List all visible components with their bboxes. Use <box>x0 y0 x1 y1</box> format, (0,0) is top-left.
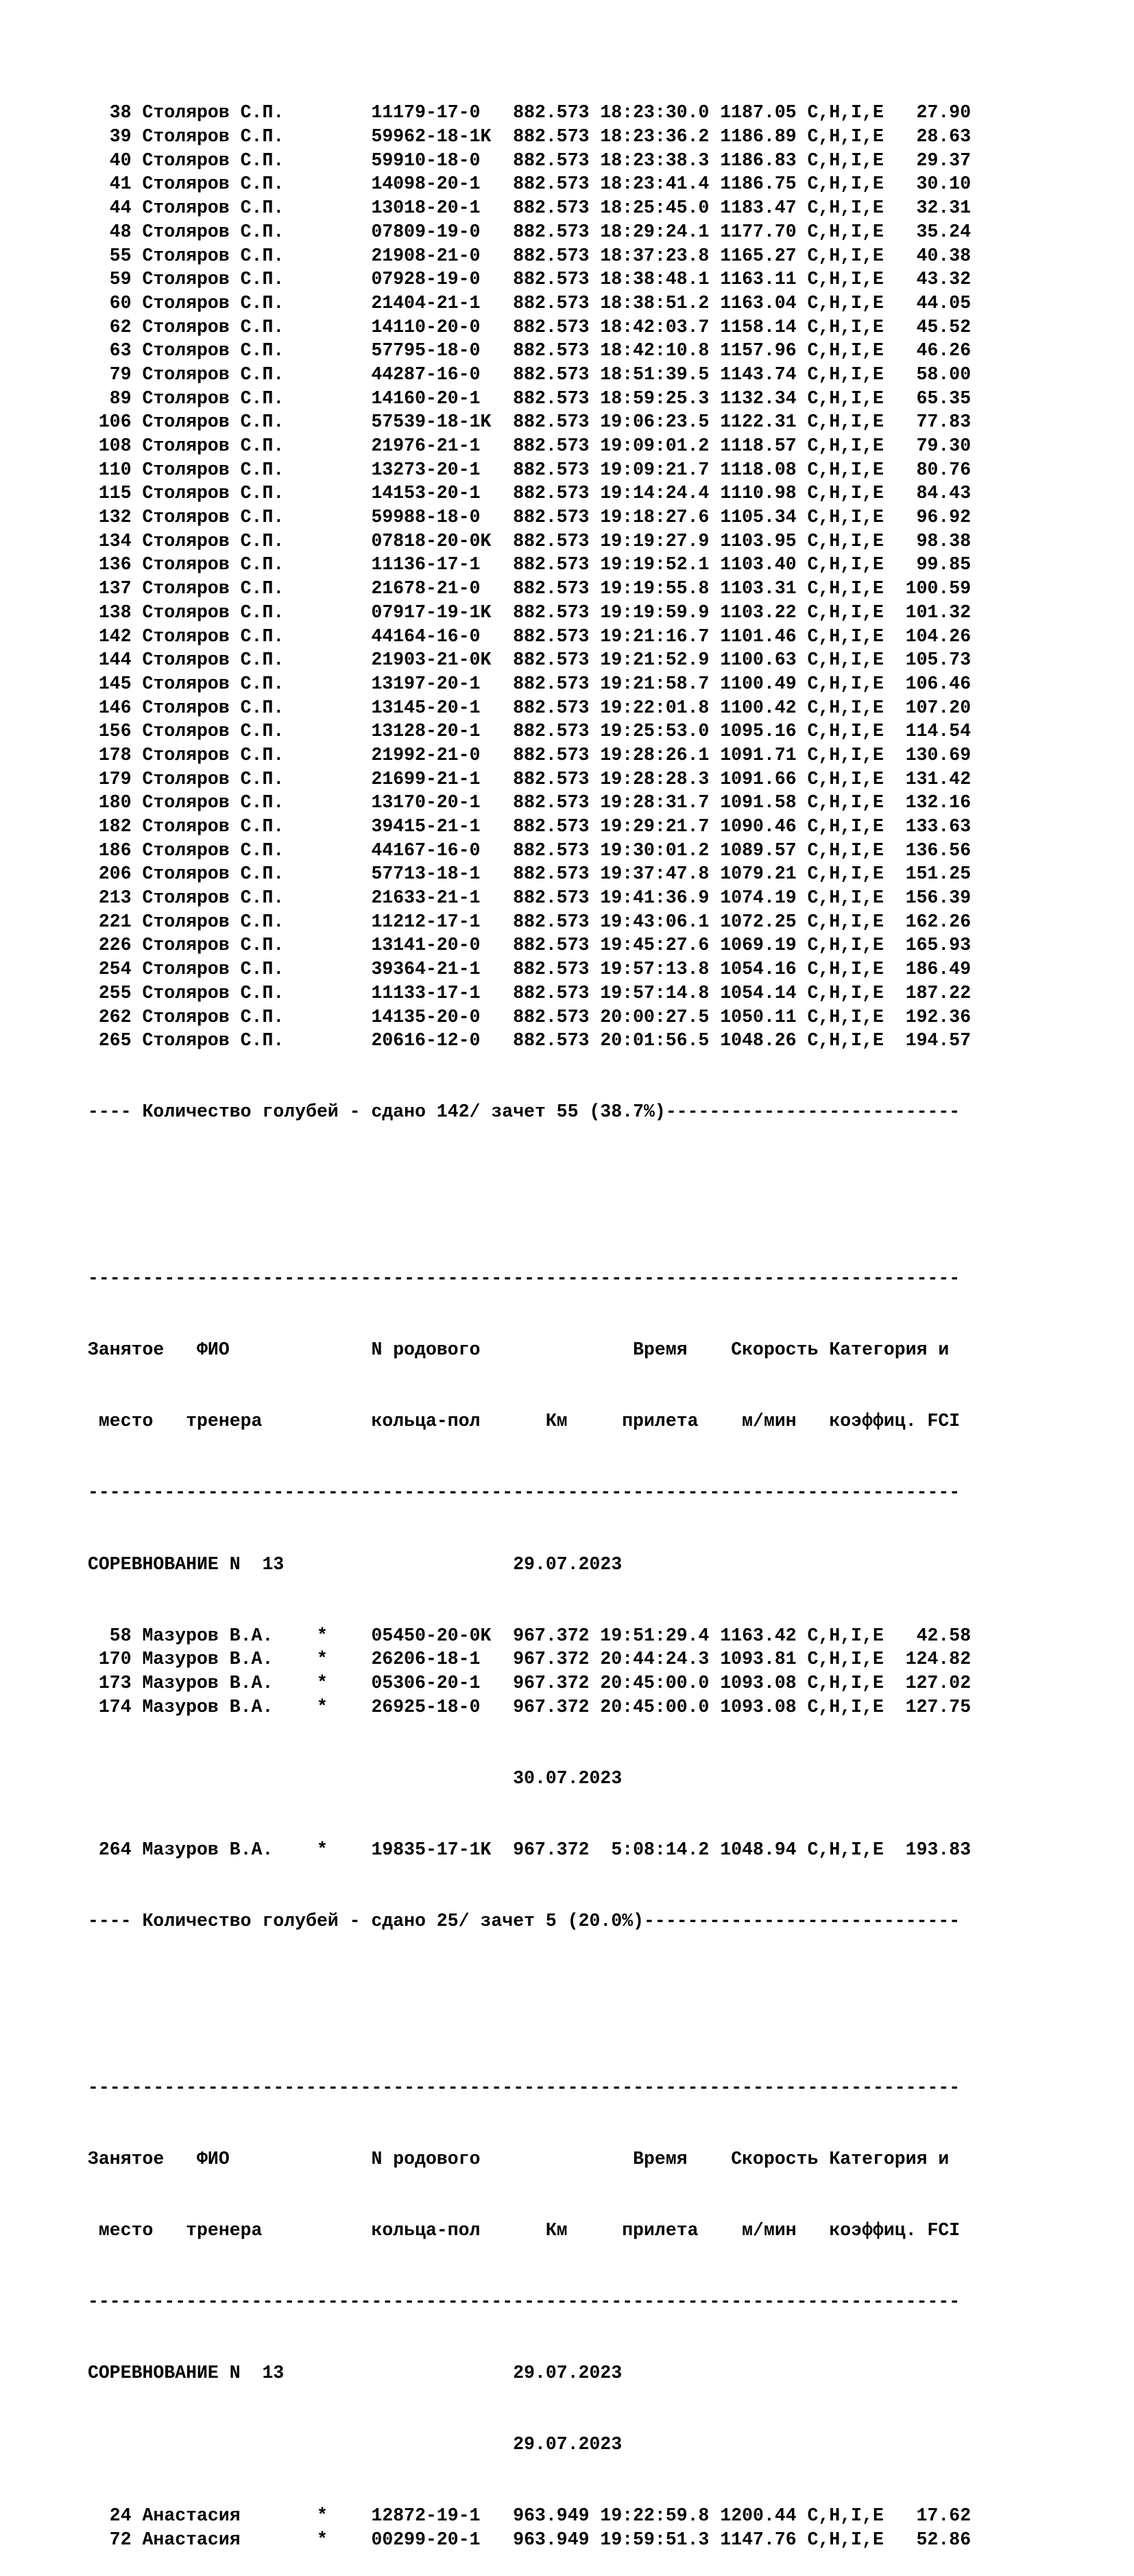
result-row: 55 Столяров С.П. 21908-21-0 882.573 18:37:23.8 1165.27 C,H,I,E 40.38 <box>88 245 972 266</box>
result-row: 58 Мазуров В.А. * 05450-20-0K 967.372 19:51:29.4 1163.42 C,H,I,E 42.58 <box>88 1625 972 1646</box>
result-row: 206 Столяров С.П. 57713-18-1 882.573 19:37:47.8 1079.21 C,H,I,E 151.25 <box>88 863 972 885</box>
result-row: 79 Столяров С.П. 44287-16-0 882.573 18:51:39.5 1143.74 C,H,I,E 58.00 <box>88 363 972 385</box>
result-row: 48 Столяров С.П. 07809-19-0 882.573 18:29:24.1 1177.70 C,H,I,E 35.24 <box>88 221 972 242</box>
section2-results-next-day <box>88 1838 971 1862</box>
result-row: 44 Столяров С.П. 13018-20-1 882.573 18:25:45.0 1183.47 C,H,I,E 32.31 <box>88 198 972 219</box>
result-row: 115 Столяров С.П. 14153-20-1 882.573 19:14:24.4 1110.98 C,H,I,E 84.43 <box>88 483 972 504</box>
result-row: 134 Столяров С.П. 07818-20-0K 882.573 19:19:27.9 1103.95 C,H,I,E 98.38 <box>88 530 972 551</box>
result-row: 62 Столяров С.П. 14110-20-0 882.573 18:42:03.7 1158.14 C,H,I,E 45.52 <box>88 316 972 337</box>
result-row: 142 Столяров С.П. 44164-16-0 882.573 19:21:16.7 1101.46 C,H,I,E 104.26 <box>88 625 972 647</box>
section3-header-line2: место тренера кольца-пол Км прилета м/мин коэффиц. FCI <box>88 2220 961 2241</box>
result-row: 179 Столяров С.П. 21699-21-1 882.573 19:28:28.3 1091.66 C,H,I,E 131.42 <box>88 768 972 789</box>
result-row: 156 Столяров С.П. 13128-20-1 882.573 19:25:53.0 1095.16 C,H,I,E 114.54 <box>88 721 972 742</box>
result-row: 254 Столяров С.П. 39364-21-1 882.573 19:57:13.8 1054.16 C,H,I,E 186.49 <box>88 959 972 980</box>
section2-date: 30.07.2023 <box>88 1767 623 1789</box>
section3-rule-top: -------------------------------------------------------------------------------- <box>88 2077 961 2098</box>
result-row: 137 Столяров С.П. 21678-21-0 882.573 19:19:55.8 1103.31 C,H,I,E 100.59 <box>88 578 972 599</box>
section2-header-line1: Занятое ФИО N родового Время Скорость Категория и <box>88 1339 950 1361</box>
section2-summary: ---- Количество голубей - сдано 25/ зачет 5 (20.0%)----------------------------- <box>88 1911 961 1932</box>
spacer <box>88 1981 971 2005</box>
result-row: 136 Столяров С.П. 11136-17-1 882.573 19:19:52.1 1103.40 C,H,I,E 99.85 <box>88 554 972 575</box>
section2-rule-top: -------------------------------------------------------------------------------- <box>88 1268 961 1289</box>
section2-competition: СОРЕВНОВАНИЕ N 13 29.07.2023 <box>88 1553 623 1575</box>
result-row: 89 Столяров С.П. 14160-20-1 882.573 18:59:25.3 1132.34 C,H,I,E 65.35 <box>88 387 972 409</box>
result-row: 24 Анастасия * 12872-19-1 963.949 19:22:59.8 1200.44 C,H,I,E 17.62 <box>88 2505 972 2527</box>
result-row: 72 Анастасия * 00299-20-1 963.949 19:59:51.3 1147.76 C,H,I,E 52.86 <box>88 2529 972 2551</box>
section3-competition: СОРЕВНОВАНИЕ N 13 29.07.2023 <box>88 2363 623 2384</box>
section3-date: 29.07.2023 <box>88 2434 623 2455</box>
result-row: 213 Столяров С.П. 21633-21-1 882.573 19:41:36.9 1074.19 C,H,I,E 156.39 <box>88 887 972 909</box>
result-row: 264 Мазуров В.А. * 19835-17-1K 967.372 5:08:14.2 1048.94 C,H,I,E 193.83 <box>88 1839 972 1860</box>
result-row: 226 Столяров С.П. 13141-20-0 882.573 19:45:27.6 1069.19 C,H,I,E 165.93 <box>88 935 972 956</box>
result-row: 59 Столяров С.П. 07928-19-0 882.573 18:38:48.1 1163.11 C,H,I,E 43.32 <box>88 269 972 290</box>
result-row: 145 Столяров С.П. 13197-20-1 882.573 19:21:58.7 1100.49 C,H,I,E 106.46 <box>88 673 972 694</box>
section1-results <box>88 101 971 1053</box>
section2-rule-bottom: -------------------------------------------------------------------------------- <box>88 1482 961 1503</box>
result-row: 186 Столяров С.П. 44167-16-0 882.573 19:30:01.2 1089.57 C,H,I,E 136.56 <box>88 839 972 861</box>
result-row: 132 Столяров С.П. 59988-18-0 882.573 19:18:27.6 1105.34 C,H,I,E 96.92 <box>88 507 972 528</box>
result-row: 40 Столяров С.П. 59910-18-0 882.573 18:23:38.3 1186.83 C,H,I,E 29.37 <box>88 150 972 171</box>
result-row: 262 Столяров С.П. 14135-20-0 882.573 20:00:27.5 1050.11 C,H,I,E 192.36 <box>88 1006 972 1027</box>
section3-header-line1: Занятое ФИО N родового Время Скорость Категория и <box>88 2149 950 2169</box>
result-row: 265 Столяров С.П. 20616-12-0 882.573 20:01:56.5 1048.26 C,H,I,E 194.57 <box>88 1030 972 1051</box>
result-row: 144 Столяров С.П. 21903-21-0K 882.573 19:21:52.9 1100.63 C,H,I,E 105.73 <box>88 649 972 671</box>
section3-rule-bottom: -------------------------------------------------------------------------------- <box>88 2291 961 2313</box>
section2-header-line2: место тренера кольца-пол Км прилета м/мин коэффиц. FCI <box>88 1411 961 1432</box>
result-row: 108 Столяров С.П. 21976-21-1 882.573 19:09:01.2 1118.57 C,H,I,E 79.30 <box>88 436 972 457</box>
result-row: 174 Мазуров В.А. * 26925-18-0 967.372 20:45:00.0 1093.08 C,H,I,E 127.75 <box>88 1696 972 1717</box>
result-row: 138 Столяров С.П. 07917-19-1K 882.573 19:19:59.9 1103.22 C,H,I,E 101.32 <box>88 601 972 623</box>
result-row: 146 Столяров С.П. 13145-20-1 882.573 19:22:01.8 1100.42 C,H,I,E 107.20 <box>88 697 972 718</box>
result-row: 182 Столяров С.П. 39415-21-1 882.573 19:29:21.7 1090.46 C,H,I,E 133.63 <box>88 816 972 837</box>
section1-summary: ---- Количество голубей - сдано 142/ зачет 55 (38.7%)--------------------------- <box>88 1101 961 1123</box>
result-row: 178 Столяров С.П. 21992-21-0 882.573 19:28:26.1 1091.71 C,H,I,E 130.69 <box>88 744 972 765</box>
result-row: 39 Столяров С.П. 59962-18-1K 882.573 18:23:36.2 1186.89 C,H,I,E 28.63 <box>88 126 972 147</box>
result-row: 106 Столяров С.П. 57539-18-1K 882.573 19:06:23.5 1122.31 C,H,I,E 77.83 <box>88 412 972 433</box>
spacer <box>88 1171 971 1195</box>
result-row: 173 Мазуров В.А. * 05306-20-1 967.372 20:45:00.0 1093.08 C,H,I,E 127.02 <box>88 1673 972 1694</box>
result-row: 180 Столяров С.П. 13170-20-1 882.573 19:28:31.7 1091.58 C,H,I,E 132.16 <box>88 792 972 813</box>
section2-results <box>88 1624 971 1719</box>
results-printout <box>88 53 971 2576</box>
result-row: 60 Столяров С.П. 21404-21-1 882.573 18:38:51.2 1163.04 C,H,I,E 44.05 <box>88 292 972 313</box>
result-row: 255 Столяров С.П. 11133-17-1 882.573 19:57:14.8 1054.14 C,H,I,E 187.22 <box>88 982 972 1003</box>
result-row: 221 Столяров С.П. 11212-17-1 882.573 19:43:06.1 1072.25 C,H,I,E 162.26 <box>88 911 972 932</box>
section3-results <box>88 2504 971 2551</box>
result-row: 63 Столяров С.П. 57795-18-0 882.573 18:42:10.8 1157.96 C,H,I,E 46.26 <box>88 340 972 361</box>
result-row: 38 Столяров С.П. 11179-17-0 882.573 18:23:30.0 1187.05 C,H,I,E 27.90 <box>88 102 972 123</box>
result-row: 110 Столяров С.П. 13273-20-1 882.573 19:09:21.7 1118.08 C,H,I,E 80.76 <box>88 459 972 480</box>
result-row: 41 Столяров С.П. 14098-20-1 882.573 18:23:41.4 1186.75 C,H,I,E 30.10 <box>88 174 972 195</box>
result-row: 170 Мазуров В.А. * 26206-18-1 967.372 20:44:24.3 1093.81 C,H,I,E 124.82 <box>88 1649 972 1670</box>
